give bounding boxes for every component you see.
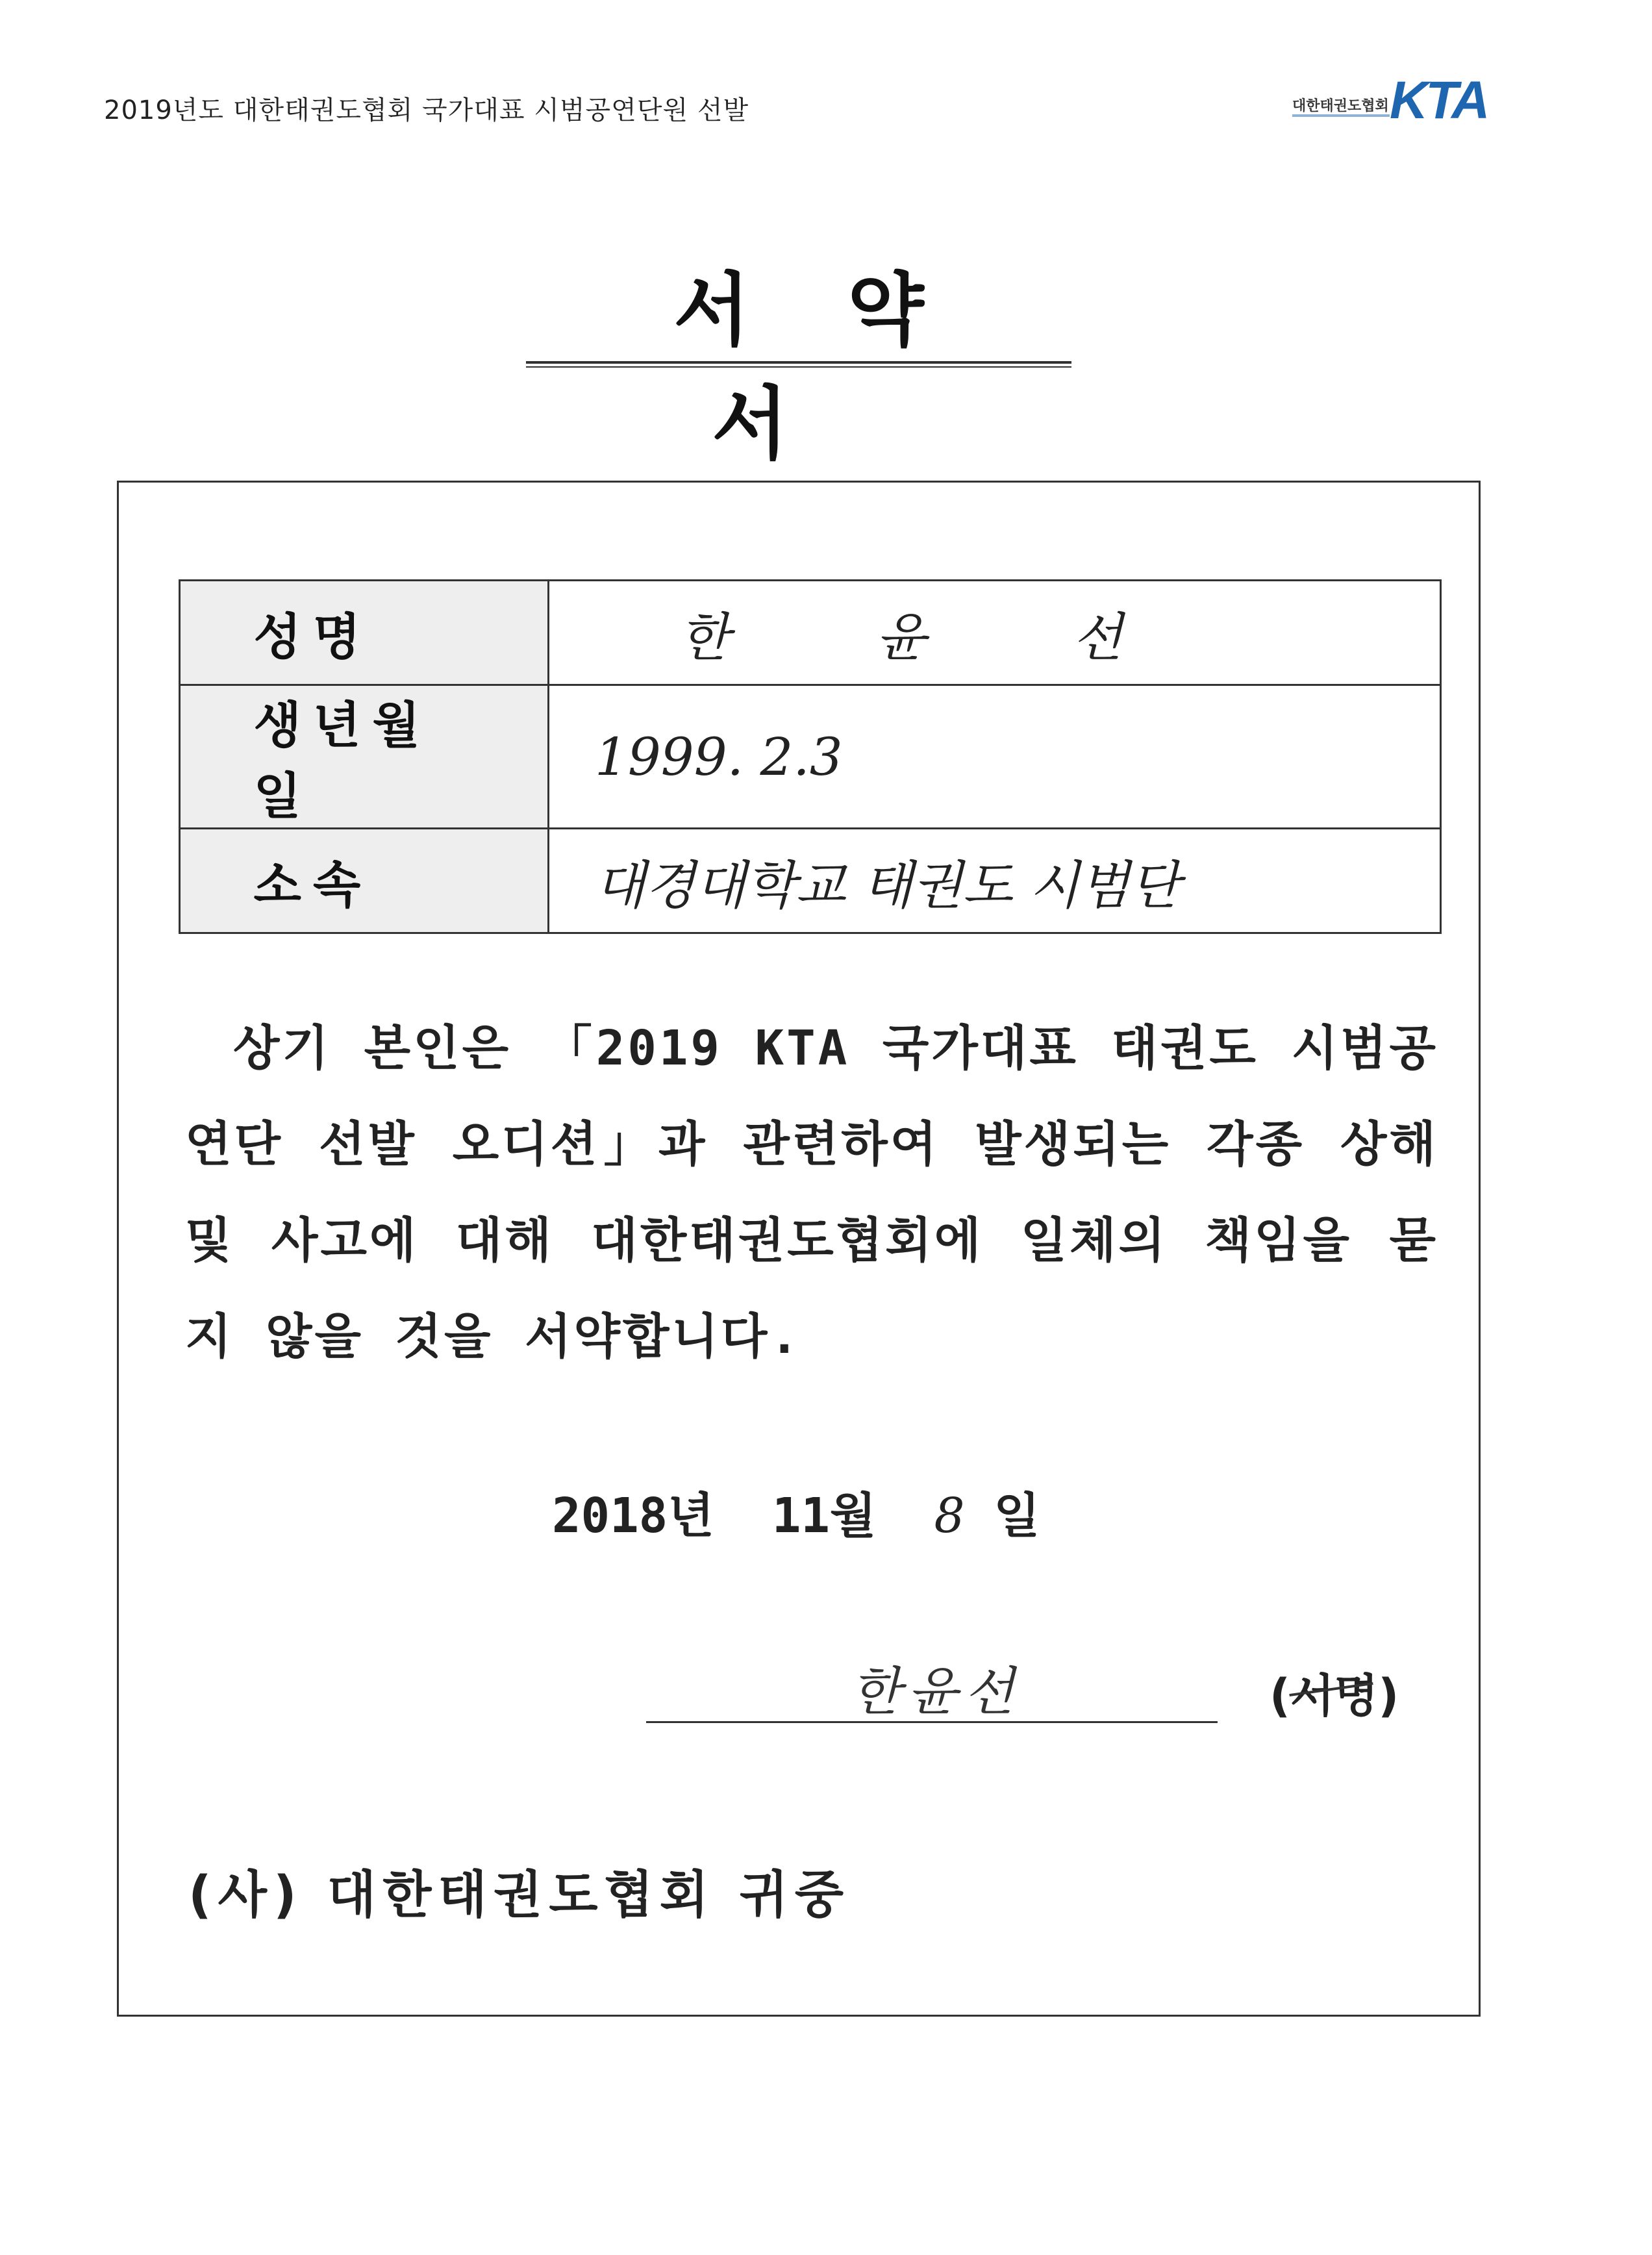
date-day: 8 xyxy=(934,1488,965,1544)
logo-org-name: 대한태권도협회 xyxy=(1292,98,1389,114)
date-month: 11월 xyxy=(771,1488,877,1544)
affiliation-label: 소속 xyxy=(180,829,549,933)
pledge-statement: 상기 본인은 「2019 KTA 국가대표 태권도 시범공연단 선발 오디션」과 관련하여 발생되는 각종 상해 및 사고에 대해 대한태권도협회에 일체의 책임을 묻지 않을 것을 서약합니다. xyxy=(185,1020,1438,1365)
signature-mark: (서명) xyxy=(1270,1669,1399,1722)
applicant-info-table xyxy=(179,579,1442,934)
document-header: 2019년도 대한태권도협회 국가대표 시범공연단원 선발 xyxy=(104,95,749,125)
signature-line xyxy=(646,1721,1218,1723)
date-year: 2018년 xyxy=(552,1488,714,1544)
date-day-unit: 일 xyxy=(994,1488,1040,1544)
handwritten-signature: 한윤선 xyxy=(851,1661,1021,1722)
birthdate-value: 1999. 2.3 xyxy=(549,685,1441,829)
logo-letters: KTA xyxy=(1390,71,1488,130)
table-row xyxy=(180,581,1441,685)
name-label: 성명 xyxy=(180,581,549,685)
name-value: 한 윤 선 xyxy=(549,581,1441,685)
recipient: (사) 대한태권도협회 귀중 xyxy=(188,1866,851,1924)
birthdate-label: 생년월일 xyxy=(180,685,549,829)
page-title: 서약서 xyxy=(673,263,1021,470)
table-row xyxy=(180,829,1441,933)
kta-logo xyxy=(1292,70,1487,129)
title-underline xyxy=(526,361,1071,368)
affiliation-value: 대경대학교 태권도 시범단 xyxy=(549,829,1441,933)
table-row xyxy=(180,685,1441,829)
logo-underline xyxy=(1292,114,1390,117)
signing-date xyxy=(552,1478,1040,1546)
